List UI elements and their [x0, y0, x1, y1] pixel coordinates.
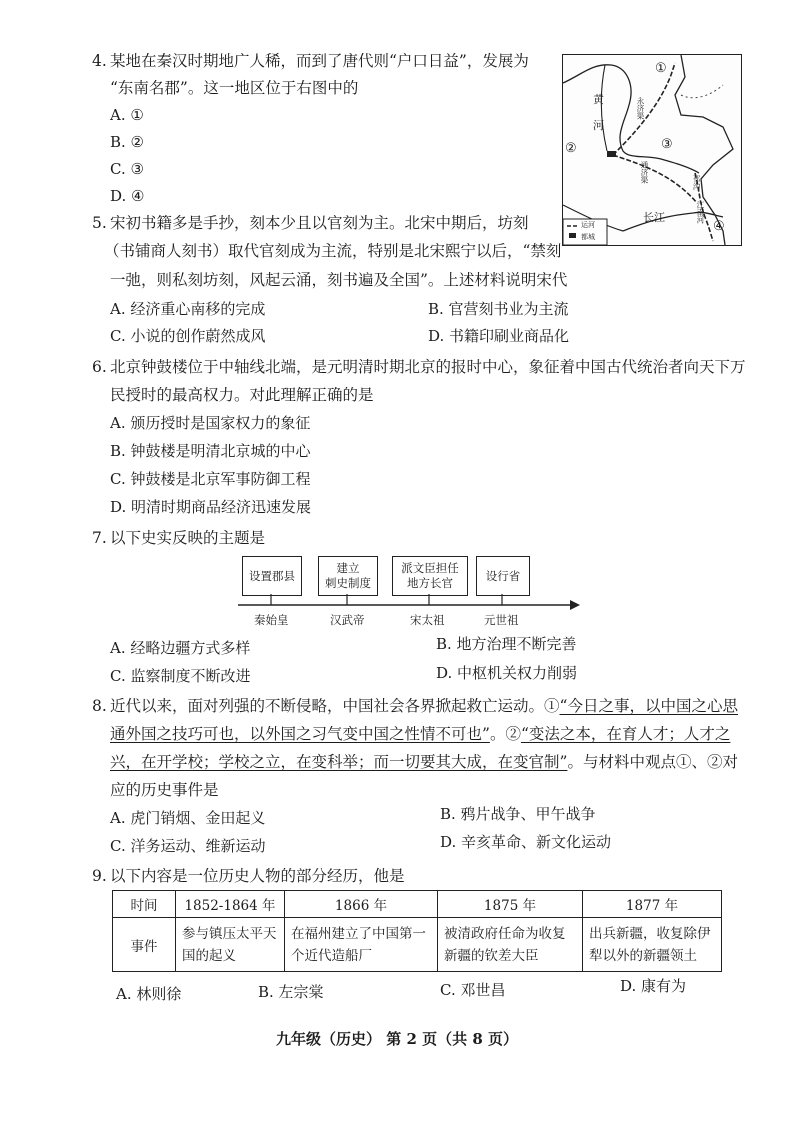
q8-stem-line2: [110, 724, 730, 744]
q6-option-b: B. 钟鼓楼是明清北京城的中心: [110, 442, 311, 460]
q5-option-a: A. 经济重心南移的完成: [110, 300, 266, 318]
q8-number: 8.: [92, 697, 107, 715]
q9-stem: 以下内容是一位历史人物的部分经历，他是: [110, 867, 405, 885]
map-label-changjiang: 长江: [643, 211, 665, 224]
q5-option-c: C. 小说的创作蔚然成风: [110, 327, 266, 345]
timeline-label-1: 秦始皇: [254, 613, 289, 627]
timeline-box-3: 派文臣担任 地方长官: [392, 556, 468, 596]
q4-option-a: A. ①: [110, 106, 144, 124]
q9-event-1: 参与镇压太平天国的起义: [176, 918, 285, 972]
page-footer: 九年级（历史） 第 2 页（共 8 页）: [276, 1030, 518, 1048]
q9-event-4: 出兵新疆，收复除伊犁以外的新疆领土: [583, 918, 722, 972]
q4-stem-line2: “东南名郡”。这一地区位于右图中的: [110, 79, 359, 97]
q6-option-a: A. 颁历授时是国家权力的象征: [110, 414, 311, 432]
timeline-box-1: 设置郡县: [242, 556, 302, 596]
q8-stem-line3: [110, 752, 738, 772]
map-label-jiangnanhe: 江南河: [696, 201, 705, 224]
timeline-label-4: 元世祖: [484, 613, 519, 627]
q5-number: 5.: [92, 214, 107, 232]
q8-option-b: B. 鸦片战争、甲午战争: [440, 805, 596, 823]
map-label-he: 河: [593, 119, 604, 132]
map-label-yongjiqu: 永济渠: [636, 97, 645, 120]
q9-table-row-event: [113, 918, 722, 972]
q4-canal-map: [562, 54, 742, 246]
q9-year-2: 1866 年: [285, 891, 438, 918]
q9-header-event: 事件: [113, 918, 176, 972]
q8-quote2-part2: 兴，在开学校；学校之立，在变科举；而一切要其大成，在变官制”: [110, 753, 568, 771]
q9-number: 9.: [92, 867, 107, 885]
q9-option-c: C. 邓世昌: [440, 981, 506, 999]
timeline-label-2: 汉武帝: [330, 613, 365, 627]
map-label-4: ④: [713, 219, 725, 234]
q4-option-d: D. ④: [110, 187, 145, 205]
q8-quote1-part2: 通外国之技巧可也，以外国之习气变中国之性情不可也”: [110, 725, 490, 743]
q7-option-d: D. 中枢机关权力削弱: [436, 664, 578, 682]
q8-option-d: D. 辛亥革命、新文化运动: [440, 833, 612, 851]
capital-marker: [607, 151, 616, 157]
q9-header-time: 时间: [113, 891, 176, 918]
q4-option-b: B. ②: [110, 133, 145, 151]
q9-event-3: 被清政府任命为收复新疆的钦差大臣: [438, 918, 583, 972]
map-label-hangou: 邗沟: [692, 175, 701, 190]
map-label-huang: 黄: [593, 93, 604, 106]
q6-stem-line1: 北京钟鼓楼位于中轴线北端，是元明清时期北京的报时中心，象征着中国古代统治者向天下万: [110, 358, 746, 376]
q9-year-3: 1875 年: [438, 891, 583, 918]
map-label-tongjiqu: 通济渠: [640, 161, 649, 184]
q9-table: [112, 890, 722, 972]
map-label-1: ①: [655, 61, 667, 76]
q9-year-1: 1852-1864 年: [176, 891, 285, 918]
q8-stem-line1: [110, 696, 738, 716]
q5-stem-line1: 宋初书籍多是手抄，刻本少且以官刻为主。北宋中期后，坊刻: [110, 214, 529, 232]
q8-option-a: A. 虎门销烟、金田起义: [110, 809, 266, 827]
timeline-axis: [234, 594, 586, 614]
q6-stem-line2: 民授时的最高权力。对此理解正确的是: [110, 386, 374, 404]
q9-option-b: B. 左宗棠: [258, 983, 324, 1001]
q7-option-b: B. 地方治理不断完善: [436, 635, 577, 653]
q8-question-text: 。与材料中观点①、②对: [567, 753, 738, 771]
q7-number: 7.: [92, 529, 107, 547]
q9-option-d: D. 康有为: [620, 977, 687, 995]
q8-stem-line4: 应的历史事件是: [110, 781, 219, 799]
timeline-label-3: 宋太祖: [410, 613, 445, 627]
q8-option-c: C. 洋务运动、维新运动: [110, 837, 266, 855]
q5-stem-line2: （书铺商人刻书）取代官刻成为主流，特别是北宋熙宁以后，“禁刻: [104, 242, 562, 260]
q6-option-c: C. 钟鼓楼是北京军事防御工程: [110, 470, 311, 488]
q9-option-a: A. 林则徐: [116, 985, 182, 1003]
q7-option-a: A. 经略边疆方式多样: [110, 639, 251, 657]
q4-stem-line1: 某地在秦汉时期地广人稀，而到了唐代则“户口日益”，发展为: [110, 52, 529, 70]
q5-option-d: D. 书籍印刷业商品化: [428, 327, 570, 345]
map-legend-canal: 运河: [581, 221, 595, 229]
map-legend-capital: 都城: [581, 233, 595, 241]
map-label-2: ②: [565, 141, 577, 156]
q8-intro-text: 近代以来，面对列强的不断侵略，中国社会各界掀起救亡运动。①: [110, 697, 560, 715]
q4-option-c: C. ③: [110, 160, 144, 178]
q8-quote1-part1: “今日之事，以中国之心思: [559, 697, 738, 715]
map-label-3: ③: [661, 137, 673, 152]
q6-number: 6.: [92, 358, 107, 376]
q7-stem: 以下史实反映的主题是: [110, 529, 266, 547]
timeline-box-2: 建立 刺史制度: [318, 556, 378, 596]
timeline-box-4: 设行省: [476, 556, 530, 596]
q8-quote2-part1: “变法之本，在育人才；人才之: [520, 725, 731, 743]
q6-option-d: D. 明清时期商品经济迅速发展: [110, 498, 312, 516]
q5-stem-line3: 一弛，则私刻坊刻，风起云涌，刻书遍及全国”。上述材料说明宋代: [110, 271, 568, 289]
q4-number: 4.: [92, 52, 107, 70]
q5-option-b: B. 官营刻书业为主流: [428, 300, 569, 318]
q9-table-row-time: [113, 891, 722, 918]
q7-option-c: C. 监察制度不断改进: [110, 667, 251, 685]
q9-event-2: 在福州建立了中国第一个近代造船厂: [285, 918, 438, 972]
q9-year-4: 1877 年: [583, 891, 722, 918]
q8-marker-2: 。②: [489, 725, 521, 743]
